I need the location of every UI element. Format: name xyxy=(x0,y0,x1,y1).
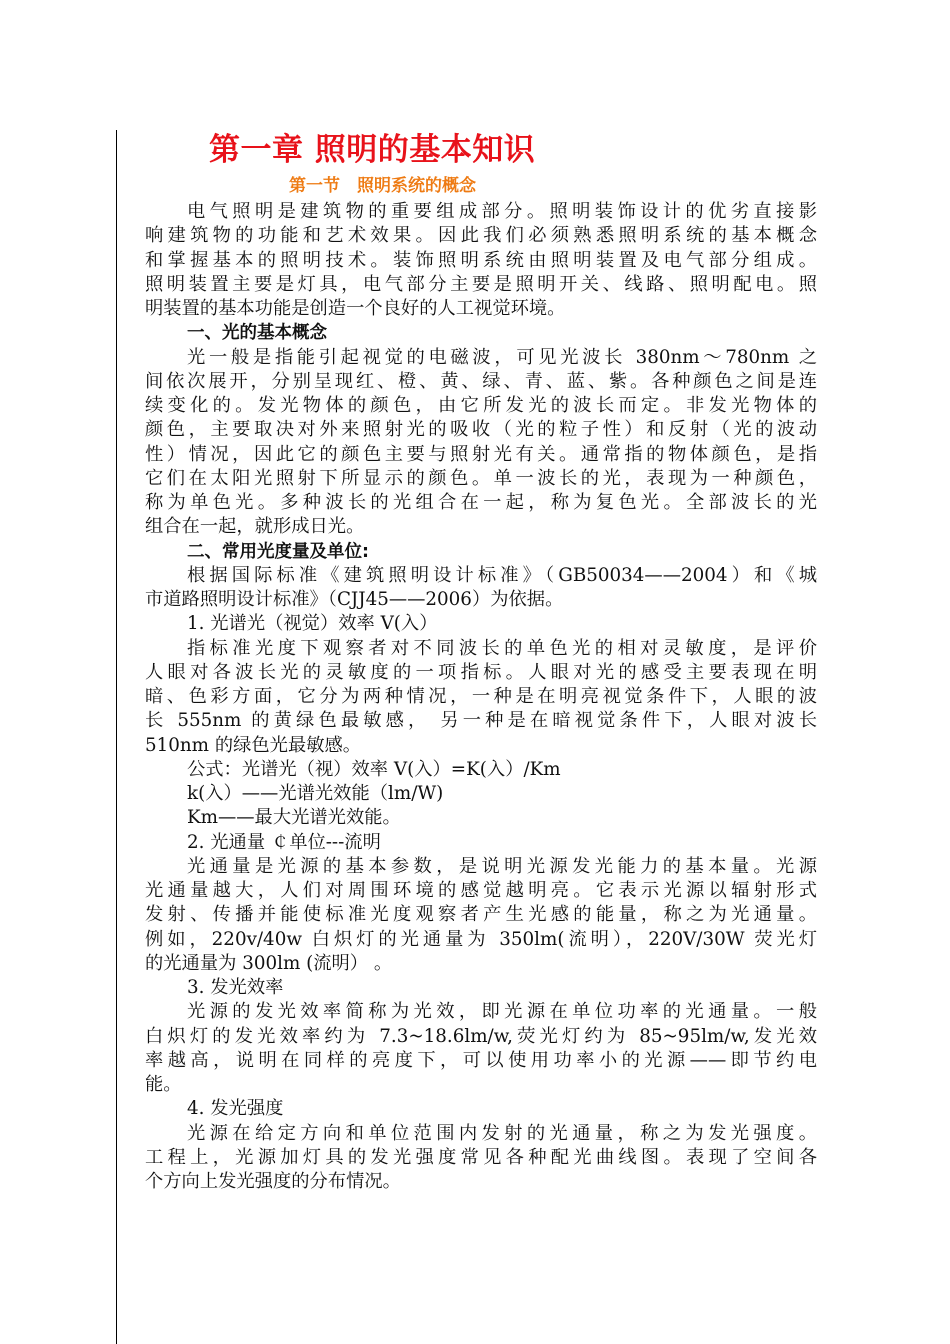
paragraph-line: 光通量是光源的基本参数，是说明光源发光能力的基本量。光源 xyxy=(187,855,817,877)
luminous-flux-paragraph xyxy=(145,855,817,976)
paragraph-line: 个方向上发光强度的分布情况。 xyxy=(145,1171,401,1192)
paragraph-line: 光源在给定方向和单位范围内发射的光通量，称之为发光强度。 xyxy=(187,1122,817,1144)
paragraph-line: 续变化的。发光物体的颜色，由它所发光的波长而定。非发光物体的 xyxy=(145,395,817,416)
paragraph-line: 和掌握基本的照明技术。装饰照明系统由照明装置及电气部分组成。 xyxy=(145,249,817,271)
paragraph-line: 人眼对各波长光的灵敏度的一项指标。人眼对光的感受主要表现在明 xyxy=(145,661,817,683)
paragraph-line: 间依次展开，分别呈现红、橙、黄、绿、青、蓝、紫。各种颜色之间是连 xyxy=(145,370,817,392)
paragraph-line: 响建筑物的功能和艺术效果。因此我们必须熟悉照明系统的基本概念 xyxy=(145,225,817,247)
paragraph-line: 根据国际标准《建筑照明设计标准》（GB50034——2004）和《城 xyxy=(187,564,817,586)
subheading-light-concepts: 一、光的基本概念 xyxy=(187,323,327,344)
paragraph-line: 性）情况，因此它的颜色主要与照射光有关。通常指的物体颜色，是指 xyxy=(145,443,817,465)
section-title: 第一节 照明系统的概念 xyxy=(289,176,476,196)
paragraph-line: 明装置的基本功能是创造一个良好的人工视觉环境。 xyxy=(145,298,566,319)
paragraph-line: 能。 xyxy=(145,1074,182,1095)
formula-line: k(入）——光谱光效能（lm/W) xyxy=(187,783,444,804)
paragraph-line: 电气照明是建筑物的重要组成部分。照明装饰设计的优劣直接影 xyxy=(187,201,817,222)
spectral-efficiency-paragraph xyxy=(145,637,817,758)
formula-line: Km——最大光谱光效能。 xyxy=(187,807,401,829)
light-paragraph xyxy=(145,346,817,540)
item-title-luminous-intensity: 4. 发光强度 xyxy=(187,1098,284,1120)
paragraph-line: 光通量越大，人们对周围环境的感觉越明亮。它表示光源以辐射形式 xyxy=(145,880,817,901)
paragraph-line: 它们在太阳光照射下所显示的颜色。单一波长的光，表现为一种颜色， xyxy=(145,467,817,489)
paragraph-line: 白炽灯的发光效率约为 7.3~18.6lm/w,荧光灯约为 85~95lm/w,发光效 xyxy=(145,1025,817,1047)
subheading-photometric-units: 二、常用光度量及单位: xyxy=(187,541,369,562)
paragraph-line: 指标准光度下观察者对不同波长的单色光的相对灵敏度，是评价 xyxy=(187,637,817,659)
paragraph-line: 510nm 的绿色光最敏感。 xyxy=(145,734,362,756)
paragraph-line: 照明装置主要是灯具，电气部分主要是照明开关、线路、照明配电。照 xyxy=(145,273,817,295)
document-page xyxy=(145,128,817,1194)
formula-line: 公式：光谱光（视）效率 V(入）=K(入）/Km xyxy=(187,758,561,780)
standards-paragraph xyxy=(145,564,817,613)
paragraph-line: 称为单色光。多种波长的光组合在一起，称为复色光。全部波长的光 xyxy=(145,492,817,513)
paragraph-line: 的光通量为 300lm (流明） 。 xyxy=(145,952,393,974)
paragraph-line: 颜色，主要取决对外来照射光的吸收（光的粒子性）和反射（光的波动 xyxy=(145,419,817,441)
paragraph-line: 光源的发光效率简称为光效，即光源在单位功率的光通量。一般 xyxy=(187,1001,817,1023)
formula-block xyxy=(145,758,817,831)
item-title-spectral-efficiency: 1. 光谱光（视觉）效率 V(入） xyxy=(187,613,438,635)
intro-paragraph xyxy=(145,200,817,321)
item-title-luminous-flux: 2. 光通量 ￠单位---流明 xyxy=(187,831,381,853)
paragraph-line: 工程上，光源加灯具的发光强度常见各种配光曲线图。表现了空间各 xyxy=(145,1146,817,1168)
chapter-title: 第一章 照明的基本知识 xyxy=(209,132,536,168)
paragraph-line: 光一般是指能引起视觉的电磁波，可见光波长 380nm～780nm 之 xyxy=(187,346,817,368)
paragraph-line: 暗、色彩方面，它分为两种情况，一种是在明亮视觉条件下，人眼的波 xyxy=(145,686,817,707)
left-margin-rule xyxy=(116,130,117,1344)
luminous-efficacy-paragraph xyxy=(145,1000,817,1097)
item-title-luminous-efficacy: 3. 发光效率 xyxy=(187,977,284,998)
paragraph-line: 长 555nm 的黄绿色最敏感， 另一种是在暗视觉条件下，人眼对波长 xyxy=(145,710,817,732)
paragraph-line: 率越高，说明在同样的亮度下，可以使用功率小的光源——即节约电 xyxy=(145,1049,817,1071)
paragraph-line: 组合在一起，就形成日光。 xyxy=(145,516,365,538)
paragraph-line: 例如，220v/40w 白炽灯的光通量为 350lm(流明），220V/30W 荧光灯 xyxy=(145,928,817,950)
luminous-intensity-paragraph xyxy=(145,1122,817,1195)
paragraph-line: 市道路照明设计标准》（CJJ45——2006）为依据。 xyxy=(145,589,564,610)
paragraph-line: 发射、传播并能使标准光度观察者产生光感的能量，称之为光通量。 xyxy=(145,904,817,926)
